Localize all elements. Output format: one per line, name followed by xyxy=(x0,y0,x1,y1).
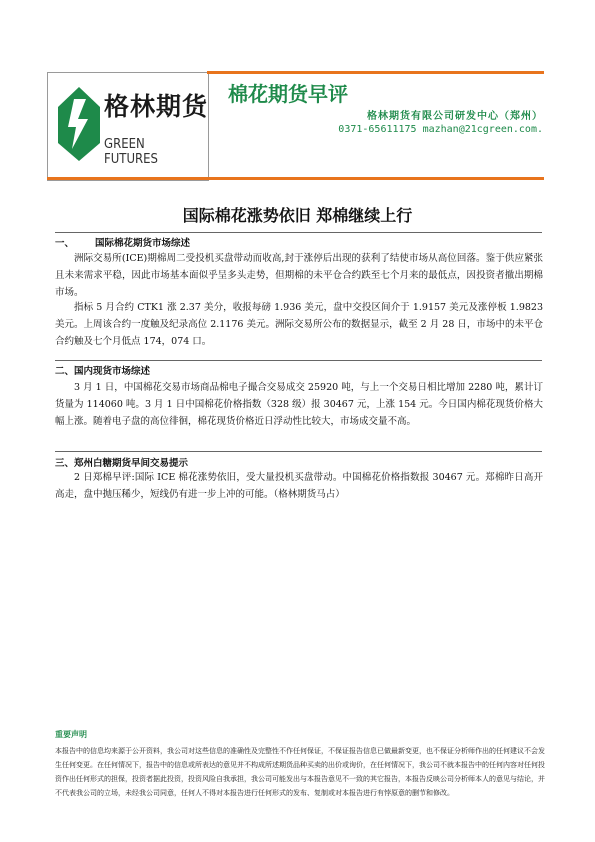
section-heading xyxy=(55,363,150,377)
logo-chinese-name: 格林期货 xyxy=(104,92,209,121)
header-top-line xyxy=(207,71,544,74)
paragraph: 洲际交易所(ICE)期棉周二受投机买盘带动而收高,封于涨停后出现的获利了结使市场从高位回落。鉴于供应紧张且未来需求平稳，因此市场基本面似乎呈多头走势，但期棉的未平仓合约跌至七个月来的最低点，因投资者撤出期棉市场。 xyxy=(55,253,543,298)
report-series-title: 棉花期货早评 xyxy=(228,82,348,106)
contact-info: 0371-65611175 mazhan@21cgreen.com. xyxy=(338,124,543,135)
section-heading xyxy=(55,235,190,249)
green-futures-logo-icon xyxy=(56,85,102,163)
section-heading-text: 郑州白糖期货早间交易提示 xyxy=(74,458,189,469)
paragraph: 指标 5 月合约 CTK1 涨 2.37 美分，收报每磅 1.936 美元，盘中交投区间介于 1.9157 美元及涨停板 1.9823 美元。上周该合约一度触及纪录高位 2.1176 美元。洲际交易所公布的数据显示，截至 2 月 28 日，市场中的未平仓合约触及七个月低点 174，074 口。 xyxy=(55,302,543,347)
section-divider xyxy=(55,360,542,361)
section-divider xyxy=(55,232,542,233)
header-bottom-line xyxy=(47,177,544,180)
disclaimer-text: 本报告中的信息均来源于公开资料，我公司对这些信息的准确性及完整性不作任何保证，不保证报告信息已做最新变更，也不保证分析师作出的任何建议不会发生任何变更。在任何情况下，报告中的信息或所表达的意见并不构成所述期货品种买卖的出价或询价，在任何情况下，我公司不就本报告中的任何内容对任何投资作出任何形式的担保，投资者据此投资，投资风险自我承担，我公司可能发出与本报告意见不一致的其它报告，本报告反映公司分析师本人的意见与结论，并不代表我公司的立场，未经我公司同意，任何人不得对本报告进行任何形式的发布、复制或对本报告进行有悖原意的删节和修改。 xyxy=(55,747,545,797)
section-number: 二、 xyxy=(55,366,75,377)
section-number: 三、 xyxy=(55,458,75,469)
section-heading-text: 国内现货市场综述 xyxy=(74,366,151,377)
page-title: 国际棉花涨势依旧 郑棉继续上行 xyxy=(182,206,413,225)
company-logo xyxy=(47,72,209,181)
section-divider xyxy=(55,451,542,452)
section-heading xyxy=(55,455,188,469)
section-heading-text: 国际棉花期货市场综述 xyxy=(95,238,191,249)
paragraph: 3 月 1 日，中国棉花交易市场商品棉电子撮合交易成交 25920 吨，与上一个交易日相比增加 2280 吨，累计订货量为 114060 吨。3 月 1 日中国棉花价格指数（328 级）报 30467 元，上涨 154 元。今日国内棉花现货价格大幅上涨。随着电子盘的高位徘徊，棉花现货价格近日浮动性比较大，市场成交量不高。 xyxy=(55,382,543,427)
paragraph: 2 日郑棉早评:国际 ICE 棉花涨势依旧，受大量投机买盘带动。中国棉花价格指数报 30467 元。郑棉昨日高开高走，盘中抛压稀少，短线仍有进一步上冲的可能。（格林期货马占） xyxy=(55,472,543,500)
section-number: 一、 xyxy=(55,238,75,249)
company-name: 格林期货有限公司研发中心（郑州） xyxy=(367,111,543,122)
logo-english-name: GREEN FUTURES xyxy=(104,137,158,167)
disclaimer-heading: 重要声明 xyxy=(55,730,87,739)
